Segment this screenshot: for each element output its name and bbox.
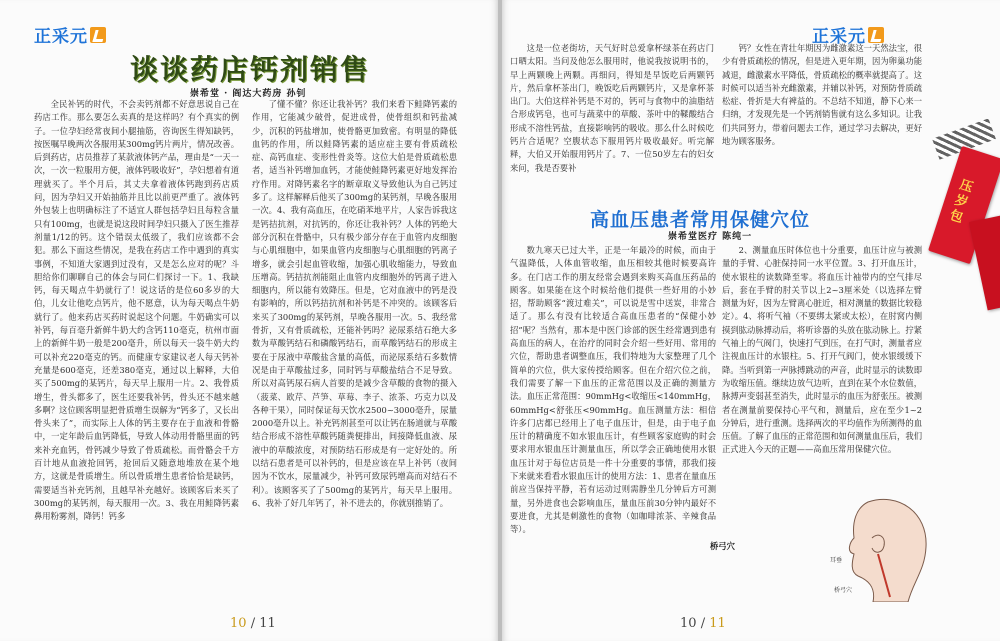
acupoint-head-illustration	[828, 492, 938, 602]
article-title-left: 谈谈药店钙剂销售	[130, 53, 371, 86]
left-column-1	[34, 98, 239, 598]
right-top-column-2-text: 钙？女性在青壮年期因为雌激素这一天然法宝，很少有骨质疏松的情况，但是进入更年期，因为卵巢功能减退，雌激素水平降低，骨质疏松的概率就提高了。这时候可以适当补充雌激素，并辅以补钙，对预防骨质疏松症、骨折是大有裨益的。不总结不知道，静下心来一归纳，才发现先是一个钙剂销售就有这么多知识。让我们共同努力，带着问题去工作，通过学习去解决，更好地为顾客服务。	[722, 43, 922, 147]
brand-mark-icon	[868, 27, 884, 43]
page-number-sep: /	[250, 616, 256, 631]
left-page	[0, 0, 498, 641]
ear-label: 耳垂	[830, 557, 843, 564]
right-column-1	[510, 244, 716, 604]
page-number-sep: /	[700, 616, 706, 631]
article-byline-left: 崇希堂 · 阎达大药房 孙钊	[190, 89, 307, 99]
article-title-right: 高血压患者常用保健穴位	[590, 209, 811, 231]
page-number-total: 11	[709, 616, 726, 631]
page-number-right	[680, 616, 726, 631]
figure-caption: 桥弓穴	[710, 541, 735, 551]
red-envelope-2	[969, 216, 1000, 311]
left-column-2-text: 了懂不懂？你还让我补钙？我们来看下鲑降钙素的作用，它能减少破骨，促进成骨，使骨组织和钙盐减少，沉积的钙盐增加，使骨骼更加致密。有明显的降低血钙的作用，所以鲑降钙素的适应症主要有骨质疏松症、高钙血症、变形性骨炎等。这位大伯是骨质疏松患者，适当补钙增加血钙，才能使鲑降钙素更好地发挥治疗作用。对降钙素名字的断章取义导致他认为自己钙过多了。这样解释后他买了300mg的某钙剂，早晚各服用一次。4、我有高血压，在吃硝苯地平片，人家告诉我这是钙拮抗剂，对抗钙的，你还让我补钙？人体的钙绝大部分沉积在骨骼中，只有极少部分存在于血管内皮细胞与心肌细胞中，如果血管内皮细胞与心肌细胞的钙离子增多，就会引起血管收缩，加强心肌收缩能力，导致血压增高。钙拮抗剂能阻止血管内皮细胞外的钙离子进入细胞内，所以能有效降压。但是，它对血液中的钙是没有影响的，所以钙拮抗剂和补钙是不冲突的。该顾客后来买了300mg的某钙剂，早晚各服用一次。5、我经常骨折，又有骨质疏松，还能补钙吗？泌尿系结石绝大多数为草酸钙结石和磷酸钙结石，而草酸钙结石的形成主要在于尿液中草酸盐含量的高低，而泌尿系结石多数情况是由于草酸盐过多，同时钙与草酸盐结合不足导致。所以对高钙尿石病人首要的是减少含草酸的食物的摄入（菠菜、欧芹、芦笋、草莓、李子、浓茶、巧克力以及各种干果），同时保证每天饮水2500~3000毫升，尿量2000毫升以上。补充钙剂甚至可以让钙在肠道就与草酸结合形成不溶性草酸钙随粪便排出，间接降低血液、尿液中的草酸浓度，对预防结石形成是有一定好处的。所以结石患者是可以补钙的，但是应该在早上补钙（夜间因为不饮水，尿量减少，补钙可致尿钙增高而对结石不利）。该顾客买了了500mg的某钙片，每天早上服用。6、我补了好几年钙了，补不进去的，你就别推销了。	[252, 99, 457, 508]
brand-mark-icon	[90, 27, 106, 43]
right-top-column-1	[510, 42, 714, 192]
page-number-current: 10	[680, 616, 697, 631]
red-envelope-text: 压岁包	[947, 177, 975, 227]
red-envelope-decoration	[930, 128, 1000, 308]
left-column-1-text: 全民补钙的时代，不会卖钙剂都不好意思说自己在药店工作。那么要怎么卖真的是这样吗？有个真实的例子。一位孕妇经常夜间小腿抽筋，咨询医生得知缺钙，按医嘱早晚两次各服用某300mg钙片两片，情况改善。后到药店，店员推荐了某款液体钙产品，理由是“一天一次，一次一粒服用方便，液体钙吸收好”，孕妇想着有道理就买了。半个月后，其丈夫拿着液体钙跑到药店质问，因为孕妇又开始抽筋并且比以前更严重了。液体钙外包装上也明确标注了不适宜人群包括孕妇且每粒含量只有100mg，也就是说这段时间孕妇只摄入了医生推荐剂量1/12的钙。这个错误太低级了，我们应该都不会犯。那么下面这些情况，是我在药店工作中遇到的真实事例，不知道大家遇到过没有，又是怎么应对的呢？斗胆给你们聊聊自己的体会与同仁们探讨一下。1、我缺钙，每天喝点牛奶就行了！说这话的是位60多岁的大伯，儿女让他吃点钙片，他不愿意，认为每天喝点牛奶就行了。他来药店买药时说起这个问题。牛奶确实可以补钙，每百毫升新鲜牛奶大约含钙110毫克，杭州市面上的新鲜牛奶一般是200毫升，所以每天一袋牛奶大约可以补充220毫克的钙。而健康专家建议老人每天钙补充量是600毫克，还差380毫克，通过以上解释，大伯买了500mg的某钙片，每天早上服用一片。2、我骨质增生，骨头都多了，医生还要我补钙，骨头还不越来越多啊？这位顾客明显把骨质增生误解为“钙多了，又长出骨头来了”，而实际上人体的钙主要存在于血液和骨骼中，一定年龄后血钙降低，导致人体动用骨骼里面的钙来补充血钙，骨钙减少导致了骨质疏松。而骨骼会千方百计地从血液抢回钙，抢回后又随意地堆放在某个地方，这就是骨质增生。所以骨质增生患者恰恰是缺钙，需要适当补充钙剂，且越早补充越好。该顾客后来买了300mg的某钙剂，每天服用一次。3、我在用鲑降钙素鼻用粉雾剂，降钙！钙多	[34, 99, 239, 522]
brand-logo-text: 正采元	[812, 27, 866, 47]
right-top-column-1-text: 这是一位老街坊，天气好时总爱拿杯绿茶在药店门口晒太阳。当问及他怎么服用时，他说我按说明书的，早上两颗晚上两颗。再细问，得知是早饭吃后两颗钙片，然后拿杯茶出门，晚饭吃后两颗钙片，又是拿杯茶出门。大伯这样补钙是不对的，钙可与食物中的油脂结合形成钙皂，也可与蔬菜中的草酸、茶叶中的鞣酸结合形成不溶性钙盐，直接影响钙的吸收。那么什么时候吃钙片合适呢？空腹状态下服用钙片吸收最好。听完解释，大伯又开始服用钙片了。7、一位50岁左右的妇女来问，我是否要补	[510, 43, 714, 173]
right-column-2-text: 2、测量血压时体位也十分重要，血压计应与被测量的手臂、心脏保持同一水平位置。3、打开血压计，使水银柱的读数降至零。将血压计袖带内的空气排尽后，套在手臂的肘关节以上2~3厘米处（以选择左臂测量为好，因为左臂离心脏近，相对测量的数据比较稳定）。4、将听气袖（不要绑太紧或太松），在肘窝内侧摸到肱动脉搏动后，将听诊器的头放在肱动脉上。拧紧气袖上的气阀门，快速打气到压，在打气时，测量者应注视血压计的水银柱。5、打开气阀门，使水银缓缓下降。当听到第一声脉搏跳动的声音，此时显示的读数即为收缩压值。继续边放气边听，直到在某个水位数值，脉搏声变弱甚至消失，此时显示的血压为舒张压。被测者在测量前要保持心平气和，测量后，应在至少1~2分钟后，进行重测。选择两次的平均值作为所测得的血压值。了解了血压的正常范围和如何测量血压后，我们正式进入今天的正题——高血压常用保健穴位。	[722, 245, 922, 455]
brand-logo-text: 正采元	[34, 27, 88, 47]
right-top-column-2	[722, 42, 922, 192]
left-column-2	[252, 98, 457, 598]
brand-logo-left	[34, 22, 106, 47]
page-number-left	[230, 616, 276, 631]
page-number-total: 11	[259, 616, 276, 631]
right-column-1-text: 数九寒天已过大半，正是一年最冷的时候，而由于气温降低，人体血管收缩，血压相较其他时候要高许多。在门店工作的朋友经常会遇到来购买高血压药品的顾客。如果能在这个时候给他们提供一些好用的小妙招，帮助顾客“渡过难关”，可以说是雪中送炭，非常合适了。那么有没有比较适合高血压患者的“保健小妙招”呢？当然有，那本是中医门诊部的医生经常遇到患有高血压的病人，在治疗的同时会介绍一些好用、常用的穴位，帮助患者调整血压，我们特地为大家整理了几个简单的穴位，供大家传授给顾客。但在介绍穴位之前，我们需要了解一下血压的正常范围以及正确的测量方法。血压正常范围：90mmHg<收缩压<140mmHg，60mmHg<舒张压<90mmHg。血压测量方法：相信许多门店都已经用上了电子血压计，但是，由于电子血压计的精确度不如水银血压计，有些顾客家庭购的时会要求用水银血压计测量血压，所以学会正确地使用水银血压计对于每位店员是一件十分重要的事情，那我们接下来就来看看水银血压计的使用方法：1、患者在量血压前应当保持平静，若有运动过则需静坐几分钟后方可测量，另外进食也会影响血压，量血压前30分钟内最好不要进食，尤其是刺激性的食物（如咖啡浓茶、辛辣食品等）。	[510, 245, 716, 535]
acupoint-label: 桥弓穴	[834, 587, 853, 594]
page-number-current: 10	[230, 616, 247, 631]
article-byline-right: 崇希堂医疗 陈纯一	[668, 232, 753, 242]
